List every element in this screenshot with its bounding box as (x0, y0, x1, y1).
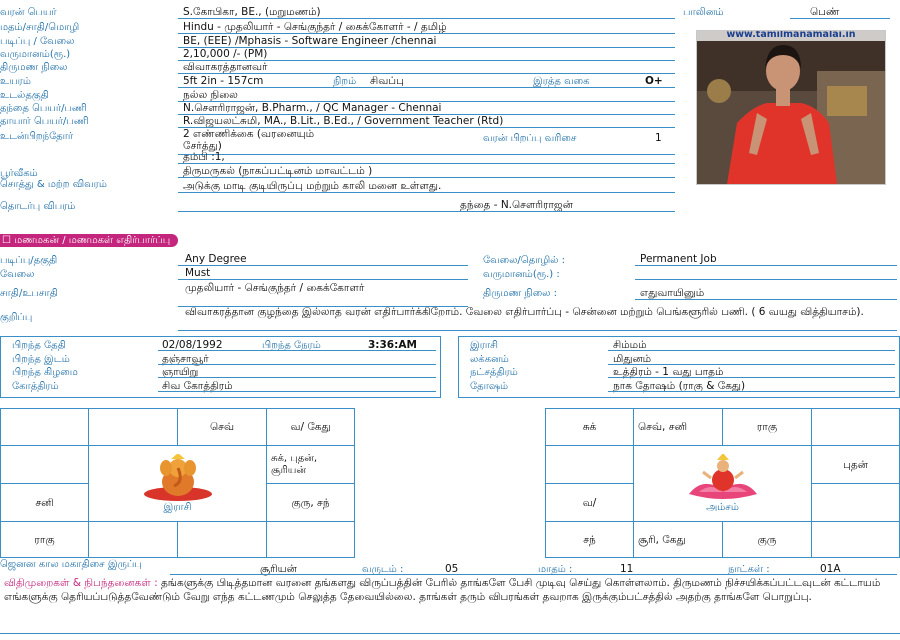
amsam-house-8: குரு (722, 521, 812, 558)
rasi-house-11: சனி (0, 483, 89, 522)
exp-job-label: வேலை/தொழில் : (483, 255, 566, 266)
dob-label: பிறந்த தேதி (12, 340, 66, 351)
amsam-house-12 (545, 445, 634, 484)
dosham-value: நாக தோஷம் (ராகு & கேது) (613, 380, 746, 392)
dasa-year-value: 05 (445, 563, 459, 575)
name-value: S.கோபிகா, BE., (மறுமணம்) (183, 6, 321, 18)
rasi-house-5: சுக், புதன், சூரியன் (266, 445, 355, 484)
marital-value: விவாகரத்தானவர் (183, 61, 268, 73)
exp-income-label: வருமானம்(ரூ.) : (483, 269, 560, 280)
star-label: நட்சத்திரம் (470, 367, 518, 378)
amsam-house-5: புதன் (811, 445, 900, 484)
rasi-house-1 (0, 408, 89, 446)
income-label: வருமானம்(ரூ.) (0, 49, 71, 60)
exp-marital-label: திருமண நிலை : (483, 288, 558, 299)
rasi-house-6: குரு, சந் (266, 483, 355, 522)
exp-caste-label: சாதி/உபசாதி (0, 288, 58, 299)
amsam-house-9: சூரி, கேது (633, 521, 723, 558)
rasi-chart-title: இராசி (163, 501, 192, 513)
fitness-label: உடல்தகுதி (0, 90, 49, 101)
rasi-house-8 (177, 521, 267, 558)
dosham-label: தோஷம் (470, 381, 509, 392)
birth-order-value: 1 (655, 132, 662, 144)
blood-group-label: இரத்த வகை (533, 76, 590, 87)
rasi-house-7 (266, 521, 355, 558)
amsam-house-1: சுக் (545, 408, 634, 446)
gothram-label: கோத்திரம் (12, 381, 59, 392)
lakshmi-icon (683, 454, 763, 502)
property-label: சொத்து & மற்ற விவரம் (0, 179, 107, 190)
rasi-house-9 (88, 521, 178, 558)
lagnam-label: லக்கனம் (470, 354, 509, 365)
rasi-center (88, 445, 267, 522)
native-value: திருமருகல் (நாகப்பட்டினம் மாவட்டம் ) (183, 165, 373, 177)
dasa-planet: சூரியன் (260, 563, 297, 575)
dasa-year-label: வருடம் : (362, 564, 404, 575)
lagnam-value: மிதுனம் (613, 353, 652, 365)
rasi-chart (0, 408, 355, 558)
exp-caste-value: முதலியார் - செங்குந்தர் / கைக்கோளர் (185, 282, 365, 294)
exp-education-value: Any Degree (185, 253, 247, 265)
property-value: அடுக்கு மாடி குடியிருப்பு மற்றும் காலி மனை உள்ளது. (183, 180, 442, 192)
exp-education-label: படிப்பு/தகுதி (0, 255, 58, 266)
siblings-label: உடன்பிறந்தோர் (0, 131, 74, 142)
father-label: தந்தை பெயர்/பணி (0, 103, 87, 114)
terms-label: விதிமுறைகள் & நிபந்தனைகள் : (4, 577, 158, 589)
terms-text: தங்களுக்கு பிடித்தமான வரனை தங்களது விருப்பத்தின் பேரில் தாங்களே பேசி முடிவு செய்து கொள்ளலாம். திருமணம் நிச்சயிக்கப்பட்டவுடன் கட்டாயம் எங்களுக்கு தெரியப்படுத்தவேண்டும் வேறு எந்த கட்டணமும் செலுத்த தேவையில்லை. தாங்கள் தரும் விபரங்கள் தவறாக இருக்கும்பட்சத்தில் அதற்கு தாங்களே பொறுப்பு. (4, 577, 881, 603)
contact-value: தந்தை - N.சௌரிராஜன் (460, 199, 573, 211)
birth-place-value: தஞ்சாவூர் (162, 353, 209, 365)
fitness-value: நல்ல நிலை (183, 89, 238, 101)
religion-value: Hindu - முதலியார் - செங்குந்தர் / கைக்கோளர் - / தமிழ் (183, 21, 447, 33)
exp-marital-value: எதுவாயினும் (640, 287, 705, 299)
siblings-value: 2 எண்ணிக்கை (வரனையும் சேர்த்து) (183, 128, 315, 152)
gothram-value: சிவ கோத்திரம் (162, 380, 233, 392)
contact-label: தொடர்பு விபரம் (0, 201, 76, 212)
profile-photo (696, 30, 886, 185)
amsam-center (633, 445, 812, 522)
rasi-house-4: வ/ கேது (266, 408, 355, 446)
brother-count: தம்பி :1, (183, 151, 225, 163)
amsam-house-6 (811, 483, 900, 522)
rasi-value: சிம்மம் (613, 339, 647, 351)
education-label: படிப்பு / வேலை (0, 36, 75, 47)
birth-time-label: பிறந்த நேரம் (262, 340, 321, 351)
checkbox-icon: ☐ (2, 235, 15, 246)
amsam-house-10: சந் (545, 521, 634, 558)
photo-watermark: www.tamilmanamalai.in (697, 30, 885, 41)
exp-work-value: Must (185, 267, 211, 279)
ganesha-icon (138, 454, 218, 502)
star-value: உத்திரம் - 1 வது பாதம் (613, 366, 724, 378)
native-label: பூர்வீகம் (0, 168, 38, 179)
income-value: 2,10,000 /- (PM) (183, 48, 268, 60)
person-photo-illustration (697, 31, 885, 184)
height-label: உயரம் (0, 76, 31, 87)
father-value: N.சௌரிராஜன், B.Pharm., / QC Manager - Chennai (183, 102, 442, 114)
education-value: BE, (EEE) /Mphasis - Software Engineer /chennai (183, 35, 437, 47)
blood-group-value: O+ (645, 75, 663, 87)
complexion-label: நிறம் (333, 76, 357, 87)
dasa-day-label: நாட்கள் : (728, 564, 770, 575)
birth-time-value: 3:36:AM (368, 339, 417, 351)
name-label: வரன் பெயர் (0, 7, 57, 18)
height-value: 5ft 2in - 157cm (183, 75, 264, 87)
dasa-month-value: 11 (620, 563, 634, 575)
complexion-value: சிவப்பு (370, 75, 404, 87)
birth-day-value: ஞாயிறு (162, 366, 199, 378)
religion-label: மதம்/சாதி/மொழி (0, 22, 80, 33)
gender-label: பாலினம் (683, 7, 724, 18)
rasi-house-2 (88, 408, 178, 446)
dasa-label: ஜெனன கால மகாதிசை இருப்பு (0, 559, 142, 570)
dasa-month-label: மாதம் : (538, 564, 573, 575)
birth-day-label: பிறந்த கிழமை (12, 367, 78, 378)
amsam-house-4 (811, 408, 900, 446)
birth-place-label: பிறந்த இடம் (12, 354, 70, 365)
dob-value: 02/08/1992 (162, 339, 223, 351)
amsam-chart-title: அம்சம் (706, 501, 739, 513)
exp-note-value: விவாகரத்தான குழந்தை இல்லாத வரன் எதிர்பார்க்கிறோம். வேலை எதிர்பார்ப்பு - சென்னை மற்றும் பெங்களூரில் பணி. ( 6 வயது வித்தியாசம்). (185, 306, 864, 318)
expectations-heading: ☐ மணமகன் / மணமகள் எதிர்பார்ப்பு (0, 234, 178, 247)
amsam-house-2: செவ், சனி (633, 408, 723, 446)
rasi-house-12 (0, 445, 89, 484)
amsam-house-7 (811, 521, 900, 558)
amsam-chart (545, 408, 900, 558)
rasi-label: இராசி (470, 340, 498, 351)
terms-block (4, 576, 896, 604)
exp-work-label: வேலை (0, 269, 35, 280)
mother-label: தாயார் பெயர்/பணி (0, 116, 89, 127)
amsam-house-3: ராகு (722, 408, 812, 446)
amsam-house-11: வ/ (545, 483, 634, 522)
mother-value: R.விஜயலட்சுமி, MA., B.Lit., B.Ed., / Government Teacher (Rtd) (183, 115, 504, 127)
exp-job-value: Permanent Job (640, 253, 717, 265)
dasa-day-value: 01A (820, 563, 841, 575)
gender-value: பெண் (810, 6, 840, 18)
birth-order-label: வரன் பிறப்பு வரிசை (483, 133, 577, 144)
exp-note-label: குறிப்பு (0, 312, 33, 323)
rasi-house-10: ராகு (0, 521, 89, 558)
rasi-house-3: செவ் (177, 408, 267, 446)
marital-label: திருமண நிலை (0, 62, 68, 73)
